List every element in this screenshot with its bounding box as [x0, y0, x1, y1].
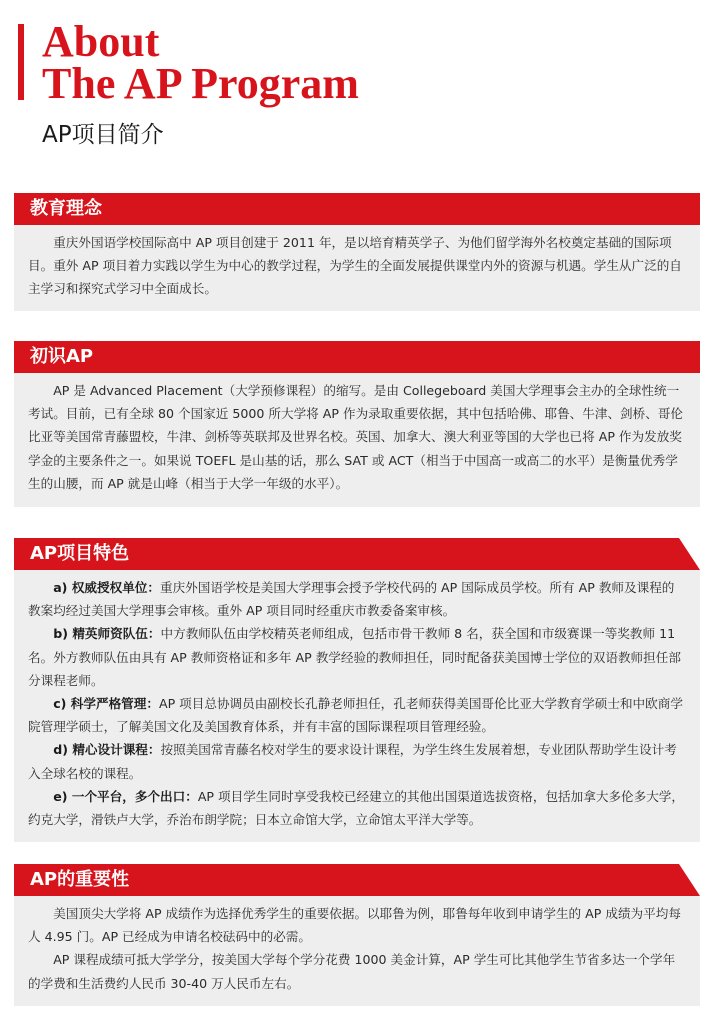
feature-label: b) 精英师资队伍：	[53, 626, 161, 642]
feature-label: a) 权威授权单位：	[53, 580, 160, 595]
feature-label: c) 科学严格管理：	[53, 696, 159, 712]
section-header	[14, 538, 700, 570]
page-title-line2: The AP Program	[42, 59, 359, 108]
feature-item: a) 权威授权单位：重庆外国语学校是美国大学理事会授予学校代码的 AP 国际成员学校。所有 AP 教师及课程的教案均经过美国大学理事会审核。重外 AP 项目同时经重庆市教委备案审核。	[28, 580, 675, 619]
section-title: 教育理念	[30, 198, 102, 219]
paragraph: 重庆外国语学校国际高中 AP 项目创建于 2011 年，是以培育精英学子、为他们留学海外名校奠定基础的国际项目。重外 AP 项目着力实践以学生为中心的教学过程，为学生的全面发展提供课堂内外的资源与机遇。学生从广泛的自主学习和探究式学习中全面成长。	[28, 235, 682, 297]
paragraph: AP 课程成绩可抵大学学分，按美国大学每个学分花费 1000 美金计算，AP 学生可比其他学生节省多达一个学年的学费和生活费约人民币 30-40 万人民币左右。	[28, 952, 676, 991]
section-body	[14, 896, 700, 1006]
section-header-banner	[14, 193, 700, 225]
section-title: AP项目特色	[30, 543, 130, 564]
section-header	[14, 864, 700, 896]
section-body	[14, 570, 700, 842]
section-body	[14, 225, 700, 311]
feature-label: e) 一个平台，多个出口：	[53, 788, 198, 804]
paragraph: AP 是 Advanced Placement（大学预修课程）的缩写。是由 Collegeboard 美国大学理事会主办的全球性统一考试。目前，已有全球 80 个国家近 5000 所大学将 AP 作为录取重要依据，其中包括哈佛、耶鲁、牛津、剑桥、哥伦比亚等美国常青藤盟校，牛津、剑桥等英联邦及世界名校。英国、加拿大、澳大利亚等国的大学也已将 AP 作为发放奖学金的主要条件之一。如果说 TOEFL 是山基的话，那么 SAT 或 ACT（相当于中国高一或高二的水平）是衡量优秀学生的山腰，而 AP 就是山峰（相当于大学一年级的水平）。	[28, 383, 684, 491]
feature-item: c) 科学严格管理：AP 项目总协调员由副校长孔静老师担任，孔老师获得美国哥伦比亚大学教育学硕士和中欧商学院管理学硕士，了解美国文化及美国教育体系，并有丰富的国际课程项目管理经验。	[28, 696, 683, 735]
feature-item: b) 精英师资队伍：中方教师队伍由学校精英老师组成，包括市骨干教师 8 名，获全国和市级赛课一等奖教师 11 名。外方教师队伍由具有 AP 教师资格证和多年 AP 教学经验的教师担任，同时配备获美国博士学位的双语教师担任部分课程老师。	[28, 626, 681, 688]
page-title-line1: About	[42, 17, 160, 66]
paragraph: 美国顶尖大学将 AP 成绩作为选择优秀学生的重要依据。以耶鲁为例，耶鲁每年收到申请学生的 AP 成绩为平均每人 4.95 门。AP 已经成为申请名校砝码中的必需。	[28, 906, 681, 945]
title-accent-bar	[18, 24, 24, 100]
section-header	[14, 341, 700, 373]
section-title: 初识AP	[30, 346, 94, 367]
section-header	[14, 193, 700, 225]
section-header-banner	[14, 341, 700, 373]
feature-item: e) 一个平台，多个出口：AP 项目学生同时享受我校已经建立的其他出国渠道选拔资格，包括加拿大多伦多大学，约克大学，滑铁卢大学，乔治布朗学院；日本立命馆大学，立命馆太平洋大学等。	[28, 788, 684, 828]
section-body	[14, 373, 700, 507]
page-subtitle: AP项目简介	[42, 122, 164, 148]
section-title: AP的重要性	[30, 869, 130, 890]
feature-item: d) 精心设计课程：按照美国常青藤名校对学生的要求设计课程，为学生终生发展着想，专业团队帮助学生设计考入全球名校的课程。	[28, 742, 677, 781]
feature-label: d) 精心设计课程：	[53, 742, 161, 758]
